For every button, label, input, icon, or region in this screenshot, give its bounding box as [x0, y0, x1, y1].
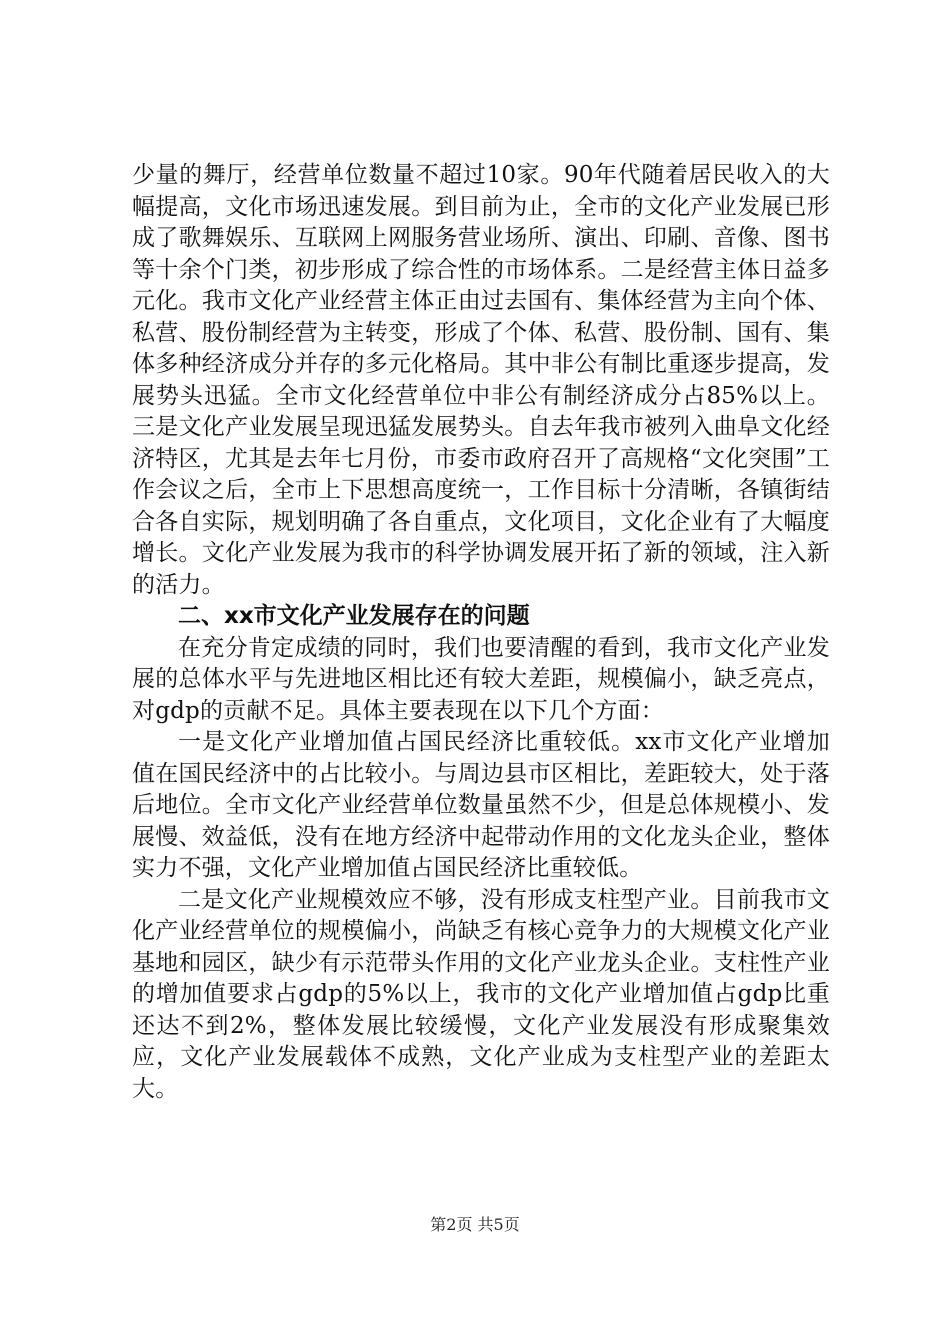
- paragraph-intro-continued: 少量的舞厅，经营单位数量不超过10家。90年代随着居民收入的大幅提高，文化市场迅速发展。到目前为止，全市的文化产业发展已形成了歌舞娱乐、互联网上网服务营业场所、演出、印刷、音像、图书等十余个门类，初步形成了综合性的市场体系。二是经营主体日益多元化。我市文化产业经营主体正由过去国有、集体经营为主向个体、私营、股份制经营为主转变，形成了个体、私营、股份制、国有、集体多种经济成分并存的多元化格局。其中非公有制比重逐步提高，发展势头迅猛。全市文化经营单位中非公有制经济成分占85%以上。三是文化产业发展呈现迅猛发展势头。自去年我市被列入曲阜文化经济特区，尤其是去年七月份，市委市政府召开了高规格“文化突围”工作会议之后，全市上下思想高度统一，工作目标十分清晰，各镇街结合各自实际，规划明确了各自重点，文化项目，文化企业有了大幅度增长。文化产业发展为我市的科学协调发展开拓了新的领域，注入新的活力。: [132, 162, 830, 598]
- page-footer: 第2页 共5页: [430, 1215, 520, 1234]
- paragraph-point-one: 一是文化产业增加值占国民经济比重较低。xx市文化产业增加值在国民经济中的占比较小。与周边县市区相比，差距较大，处于落后地位。全市文化产业经营单位数量虽然不少，但是总体规模小、发展慢、效益低，没有在地方经济中起带动作用的文化龙头企业，整体实力不强，文化产业增加值占国民经济比重较低。: [132, 729, 830, 881]
- document-body: [132, 160, 830, 1105]
- paragraph-point-two: 二是文化产业规模效应不够，没有形成支柱型产业。目前我市文化产业经营单位的规模偏小，尚缺乏有核心竞争力的大规模文化产业基地和园区，缺少有示范带头作用的文化产业龙头企业。支柱性产业的增加值要求占gdp的5%以上，我市的文化产业增加值占gdp比重还达不到2%，整体发展比较缓慢，文化产业发展没有形成聚集效应，文化产业发展载体不成熟，文化产业成为支柱型产业的差距太大。: [132, 886, 830, 1102]
- section-heading-problems: 二、xx市文化产业发展存在的问题: [178, 603, 530, 629]
- paragraph-overview: 在充分肯定成绩的同时，我们也要清醒的看到，我市文化产业发展的总体水平与先进地区相比还有较大差距，规模偏小，缺乏亮点，对gdp的贡献不足。具体主要表现在以下几个方面：: [132, 634, 830, 724]
